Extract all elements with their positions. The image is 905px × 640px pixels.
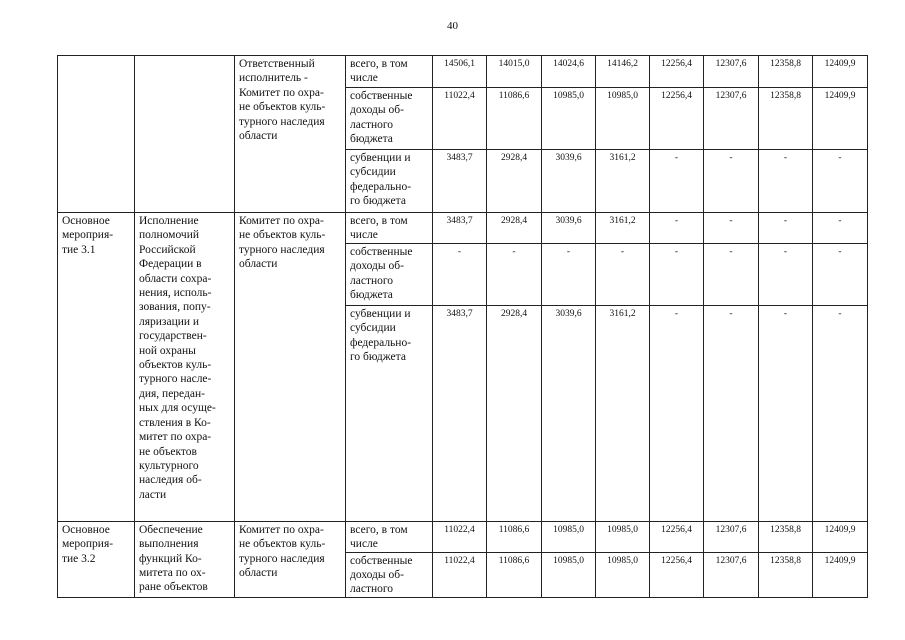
- amount-cell: 14146,2: [596, 56, 650, 88]
- executor-cell: Комитет по охра- не объектов куль- турного наследия области: [235, 213, 346, 522]
- amount-cell: -: [542, 243, 596, 305]
- amount-cell: 12307,6: [704, 552, 759, 597]
- amount-cell: 10985,0: [596, 521, 650, 552]
- amount-cell: -: [650, 213, 704, 244]
- amount-cell: 12358,8: [759, 521, 813, 552]
- activity-name-cell: Исполнение полномочий Российской Федерации в области сохра- нения, исполь- зования, попу- ляризации и государствен- ной охраны объектов куль- турного насле- дия, передан- ных для осуще- ствления в Ко- митет по охра- не объектов культурного наследия об- ласти: [135, 213, 235, 522]
- table-row: [58, 213, 868, 244]
- amount-cell: 12307,6: [704, 88, 759, 150]
- amount-cell: 11086,6: [487, 521, 542, 552]
- amount-cell: 12358,8: [759, 56, 813, 88]
- amount-cell: -: [759, 213, 813, 244]
- amount-cell: -: [759, 305, 813, 521]
- funding-source-cell: собственные доходы об- ластного бюджета: [346, 243, 433, 305]
- amount-cell: 10985,0: [596, 88, 650, 150]
- executor-cell: Комитет по охра- не объектов куль- турного наследия области: [235, 521, 346, 597]
- amount-cell: 3483,7: [433, 150, 487, 213]
- funding-source-cell: субвенции и субсидии федерально- го бюджета: [346, 305, 433, 521]
- amount-cell: 12409,9: [813, 88, 868, 150]
- funding-source-cell: субвенции и субсидии федерально- го бюджета: [346, 150, 433, 213]
- amount-cell: -: [813, 213, 868, 244]
- amount-cell: -: [759, 243, 813, 305]
- funding-source-cell: всего, в том числе: [346, 521, 433, 552]
- budget-table: [57, 55, 868, 598]
- amount-cell: 2928,4: [487, 305, 542, 521]
- amount-cell: -: [596, 243, 650, 305]
- amount-cell: 3161,2: [596, 213, 650, 244]
- amount-cell: 12409,9: [813, 552, 868, 597]
- amount-cell: 14015,0: [487, 56, 542, 88]
- table-row: [58, 521, 868, 552]
- amount-cell: 11022,4: [433, 552, 487, 597]
- amount-cell: 14024,6: [542, 56, 596, 88]
- activity-label-cell: Основное мероприя- тие 3.2: [58, 521, 135, 597]
- amount-cell: 3161,2: [596, 305, 650, 521]
- amount-cell: 3039,6: [542, 305, 596, 521]
- funding-source-cell: собственные доходы об- ластного: [346, 552, 433, 597]
- amount-cell: 12307,6: [704, 56, 759, 88]
- amount-cell: 12256,4: [650, 521, 704, 552]
- activity-name-cell: Обеспечение выполнения функций Ко- митета по ох- ране объектов: [135, 521, 235, 597]
- amount-cell: 12307,6: [704, 521, 759, 552]
- amount-cell: 2928,4: [487, 213, 542, 244]
- amount-cell: 11022,4: [433, 521, 487, 552]
- funding-source-cell: всего, в том числе: [346, 213, 433, 244]
- amount-cell: 12358,8: [759, 552, 813, 597]
- amount-cell: 10985,0: [542, 88, 596, 150]
- amount-cell: 11022,4: [433, 88, 487, 150]
- amount-cell: -: [813, 150, 868, 213]
- amount-cell: -: [704, 243, 759, 305]
- amount-cell: -: [650, 150, 704, 213]
- amount-cell: 10985,0: [596, 552, 650, 597]
- amount-cell: 12358,8: [759, 88, 813, 150]
- amount-cell: 11086,6: [487, 88, 542, 150]
- amount-cell: -: [487, 243, 542, 305]
- amount-cell: 3039,6: [542, 213, 596, 244]
- amount-cell: 12409,9: [813, 56, 868, 88]
- amount-cell: 2928,4: [487, 150, 542, 213]
- amount-cell: 14506,1: [433, 56, 487, 88]
- amount-cell: 12409,9: [813, 521, 868, 552]
- amount-cell: 12256,4: [650, 56, 704, 88]
- amount-cell: 10985,0: [542, 552, 596, 597]
- amount-cell: -: [813, 243, 868, 305]
- amount-cell: -: [759, 150, 813, 213]
- amount-cell: -: [704, 150, 759, 213]
- amount-cell: 12256,4: [650, 88, 704, 150]
- amount-cell: -: [433, 243, 487, 305]
- amount-cell: -: [650, 305, 704, 521]
- activity-name-cell: [135, 56, 235, 213]
- amount-cell: 3039,6: [542, 150, 596, 213]
- table-row: [58, 56, 868, 88]
- amount-cell: 3161,2: [596, 150, 650, 213]
- amount-cell: -: [704, 305, 759, 521]
- amount-cell: 3483,7: [433, 213, 487, 244]
- amount-cell: -: [650, 243, 704, 305]
- executor-cell: Ответственный исполнитель - Комитет по охра- не объектов куль- турного наследия области: [235, 56, 346, 213]
- amount-cell: 10985,0: [542, 521, 596, 552]
- amount-cell: 11086,6: [487, 552, 542, 597]
- activity-label-cell: [58, 56, 135, 213]
- activity-label-cell: Основное мероприя- тие 3.1: [58, 213, 135, 522]
- funding-source-cell: всего, в том числе: [346, 56, 433, 88]
- amount-cell: -: [813, 305, 868, 521]
- amount-cell: -: [704, 213, 759, 244]
- amount-cell: 12256,4: [650, 552, 704, 597]
- funding-source-cell: собственные доходы об- ластного бюджета: [346, 88, 433, 150]
- page-number: 40: [447, 20, 458, 32]
- amount-cell: 3483,7: [433, 305, 487, 521]
